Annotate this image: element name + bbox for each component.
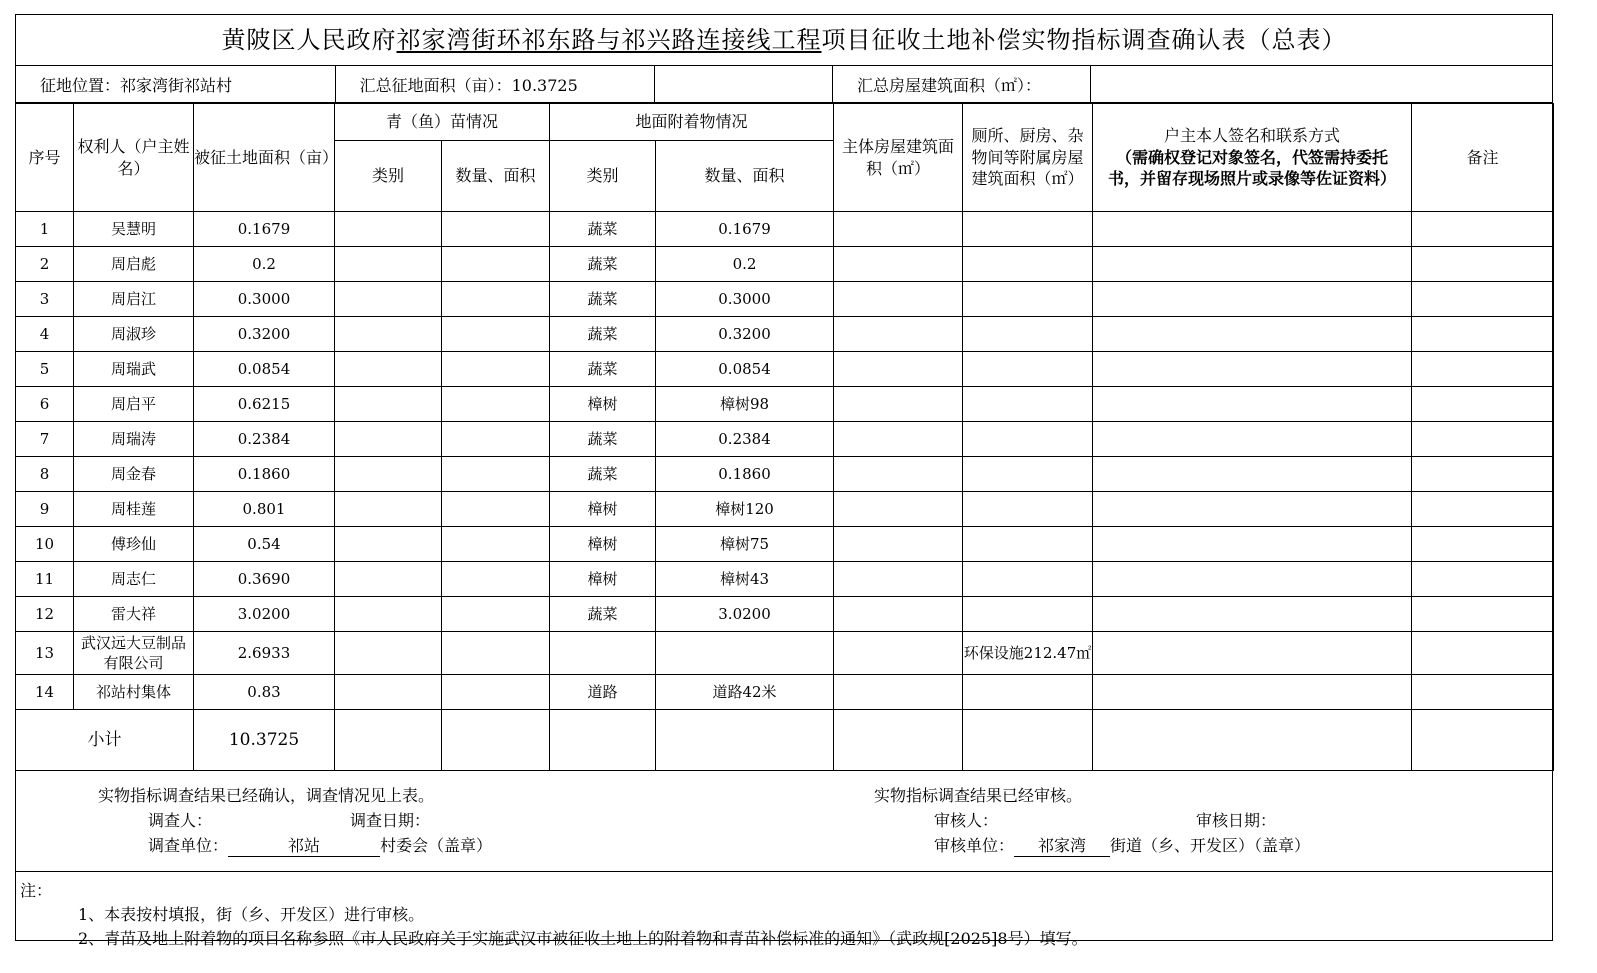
cell-crop-category (335, 632, 442, 675)
cell-crop-category (335, 675, 442, 710)
header-attach-category: 类别 (550, 141, 656, 212)
signature-note: （需确权登记对象签名，代签需持委托书，并留存现场照片或录像等佐证资料） (1108, 147, 1397, 189)
left-confirm-text: 实物指标调查结果已经确认，调查情况见上表。 (98, 786, 435, 805)
cell-main-building (834, 317, 963, 352)
village-name: 祁站 (228, 833, 380, 857)
form-title (16, 15, 1552, 66)
cell-signature (1093, 387, 1412, 422)
cell-aux-building (963, 282, 1093, 317)
cell-main-building (834, 562, 963, 597)
cell-seq: 4 (16, 317, 74, 352)
cell-attach-category: 樟树 (550, 562, 656, 597)
investigate-date-label: 调查日期： (350, 811, 431, 830)
cell-attach-qty: 0.2 (656, 247, 834, 282)
cell-aux-building (963, 597, 1093, 632)
review-unit-label: 审核单位： (934, 836, 1015, 855)
cell-remark (1412, 597, 1554, 632)
cell-remark (1412, 492, 1554, 527)
investigate-unit-label: 调查单位： (148, 836, 229, 855)
header-crop-category: 类别 (335, 141, 442, 212)
table-row (16, 352, 1554, 387)
cell-seq: 6 (16, 387, 74, 422)
cell-attach-qty: 樟树98 (656, 387, 834, 422)
cell-aux-building (963, 247, 1093, 282)
cell-main-building (834, 247, 963, 282)
subtotal-row (16, 710, 1554, 771)
header-attach-qty: 数量、面积 (656, 141, 834, 212)
cell-aux-building: 环保设施212.47㎡ (963, 632, 1093, 675)
cell-crop-qty (442, 212, 550, 247)
cell-owner: 祁站村集体 (74, 675, 194, 710)
cell-crop-qty (442, 422, 550, 457)
table-row (16, 675, 1554, 710)
cell-land-area: 0.3690 (194, 562, 335, 597)
cell-main-building (834, 282, 963, 317)
cell-remark (1412, 527, 1554, 562)
cell-aux-building (963, 562, 1093, 597)
total-area-cell (336, 66, 656, 102)
cell-signature (1093, 352, 1412, 387)
cell-main-building (834, 387, 963, 422)
table-row (16, 597, 1554, 632)
cell-crop-category (335, 527, 442, 562)
title-prefix: 黄陂区人民政府 (221, 26, 397, 54)
title-project-name: 祁家湾街环祁东路与祁兴路连接线工程 (396, 26, 822, 54)
cell-owner: 武汉远大豆制品有限公司 (74, 632, 194, 675)
cell-aux-building (963, 317, 1093, 352)
cell-crop-qty (442, 317, 550, 352)
cell-remark (1412, 632, 1554, 675)
cell-crop-category (335, 247, 442, 282)
cell-attach-qty: 樟树43 (656, 562, 834, 597)
cell-crop-category (335, 212, 442, 247)
cell-land-area: 0.2 (194, 247, 335, 282)
cell-aux-building (963, 457, 1093, 492)
cell-signature (1093, 457, 1412, 492)
cell-seq: 13 (16, 632, 74, 675)
table-row (16, 492, 1554, 527)
cell-attach-qty: 樟树120 (656, 492, 834, 527)
cell-crop-category (335, 562, 442, 597)
cell-attach-category: 樟树 (550, 527, 656, 562)
table-row (16, 527, 1554, 562)
cell-aux-building (963, 352, 1093, 387)
cell-attach-category: 樟树 (550, 492, 656, 527)
cell-remark (1412, 212, 1554, 247)
cell-aux-building (963, 675, 1093, 710)
note-line-1: 1、本表按村填报，街（乡、开发区）进行审核。 (78, 905, 425, 924)
cell-crop-category (335, 317, 442, 352)
cell-attach-qty: 3.0200 (656, 597, 834, 632)
cell-seq: 12 (16, 597, 74, 632)
cell-owner: 周启彪 (74, 247, 194, 282)
total-building-area-text: 汇总房屋建筑面积（㎡）： (856, 75, 1041, 95)
survey-table (15, 103, 1554, 771)
cell-signature (1093, 527, 1412, 562)
cell-signature (1093, 282, 1412, 317)
cell-attach-qty: 0.1679 (656, 212, 834, 247)
cell-signature (1093, 422, 1412, 457)
cell-main-building (834, 597, 963, 632)
cell-crop-category (335, 352, 442, 387)
cell-attach-category: 蔬菜 (550, 317, 656, 352)
cell-crop-qty (442, 457, 550, 492)
cell-remark (1412, 317, 1554, 352)
cell-land-area: 0.3000 (194, 282, 335, 317)
header-remark: 备注 (1412, 104, 1554, 212)
cell-land-area: 0.83 (194, 675, 335, 710)
cell-aux-building (963, 492, 1093, 527)
cell-owner: 周启江 (74, 282, 194, 317)
note-line-2: 2、青苗及地上附着物的项目名称参照《市人民政府关于实施武汉市被征收土地上的附着物和青苗补偿标准的通知》（武政规[2025]8号）填写。 (78, 929, 1088, 948)
cell-attach-qty: 樟树75 (656, 527, 834, 562)
review-date-label: 审核日期： (1196, 811, 1277, 830)
cell-attach-category: 蔬菜 (550, 212, 656, 247)
reviewer-label: 审核人： (934, 811, 999, 830)
village-suffix: 村委会（盖章） (380, 836, 493, 855)
cell-crop-qty (442, 387, 550, 422)
cell-signature (1093, 562, 1412, 597)
cell-seq: 10 (16, 527, 74, 562)
notes-label: 注： (20, 881, 53, 900)
table-row (16, 212, 1554, 247)
cell-attach-qty: 0.3200 (656, 317, 834, 352)
cell-land-area: 0.1860 (194, 457, 335, 492)
cell-land-area: 0.6215 (194, 387, 335, 422)
cell-main-building (834, 422, 963, 457)
cell-crop-qty (442, 492, 550, 527)
cell-crop-qty (442, 352, 550, 387)
cell-seq: 5 (16, 352, 74, 387)
cell-attach-qty: 0.0854 (656, 352, 834, 387)
cell-aux-building (963, 527, 1093, 562)
cell-signature (1093, 675, 1412, 710)
cell-signature (1093, 492, 1412, 527)
header-crops-group: 青（鱼）苗情况 (335, 104, 550, 141)
cell-land-area: 0.3200 (194, 317, 335, 352)
cell-aux-building (963, 422, 1093, 457)
cell-attach-qty: 0.1860 (656, 457, 834, 492)
table-row (16, 422, 1554, 457)
cell-seq: 9 (16, 492, 74, 527)
cell-crop-category (335, 457, 442, 492)
cell-owner: 周瑞武 (74, 352, 194, 387)
cell-seq: 7 (16, 422, 74, 457)
header-attachments-group: 地面附着物情况 (550, 104, 834, 141)
cell-attach-category: 樟树 (550, 387, 656, 422)
cell-attach-category: 蔬菜 (550, 457, 656, 492)
cell-remark (1412, 422, 1554, 457)
cell-land-area: 2.6933 (194, 632, 335, 675)
cell-attach-category: 蔬菜 (550, 352, 656, 387)
cell-attach-qty: 道路42米 (656, 675, 834, 710)
cell-seq: 8 (16, 457, 74, 492)
cell-owner: 周启平 (74, 387, 194, 422)
header-crop-qty: 数量、面积 (442, 141, 550, 212)
cell-land-area: 0.1679 (194, 212, 335, 247)
header-signature (1093, 104, 1412, 212)
cell-attach-category: 蔬菜 (550, 282, 656, 317)
cell-main-building (834, 457, 963, 492)
table-row (16, 457, 1554, 492)
cell-seq: 11 (16, 562, 74, 597)
table-body (16, 212, 1554, 710)
cell-land-area: 0.2384 (194, 422, 335, 457)
cell-main-building (834, 352, 963, 387)
cell-main-building (834, 632, 963, 675)
cell-seq: 14 (16, 675, 74, 710)
cell-owner: 周志仁 (74, 562, 194, 597)
table-row (16, 247, 1554, 282)
street-name: 祁家湾 (1014, 833, 1110, 857)
signature-title: 户主本人签名和联系方式 (1164, 126, 1341, 146)
cell-land-area: 3.0200 (194, 597, 335, 632)
table-row (16, 282, 1554, 317)
cell-crop-category (335, 492, 442, 527)
cell-main-building (834, 212, 963, 247)
cell-crop-qty (442, 527, 550, 562)
subtotal-label: 小计 (16, 710, 194, 771)
cell-aux-building (963, 212, 1093, 247)
cell-seq: 3 (16, 282, 74, 317)
location-cell (16, 66, 336, 102)
survey-form (15, 14, 1553, 948)
cell-crop-category (335, 597, 442, 632)
cell-attach-category: 蔬菜 (550, 422, 656, 457)
location-text: 征地位置：祁家湾街祁站村 (40, 75, 233, 95)
header-main-building: 主体房屋建筑面积（㎡） (834, 104, 963, 212)
cell-owner: 傅珍仙 (74, 527, 194, 562)
total-area-text: 汇总征地面积（亩）：10.3725 (359, 75, 578, 95)
investigate-unit (148, 833, 492, 857)
cell-crop-qty (442, 632, 550, 675)
cell-crop-category (335, 422, 442, 457)
cell-owner: 吴慧明 (74, 212, 194, 247)
subtotal-area: 10.3725 (194, 710, 335, 771)
cell-attach-qty: 0.2384 (656, 422, 834, 457)
table-row (16, 562, 1554, 597)
cell-signature (1093, 212, 1412, 247)
cell-crop-qty (442, 562, 550, 597)
cell-owner: 周淑珍 (74, 317, 194, 352)
investigator-label: 调查人： (148, 811, 213, 830)
cell-main-building (834, 492, 963, 527)
cell-seq: 1 (16, 212, 74, 247)
header-aux-building: 厕所、厨房、杂物间等附属房屋建筑面积（㎡） (963, 104, 1093, 212)
cell-owner: 周金春 (74, 457, 194, 492)
cell-remark (1412, 387, 1554, 422)
cell-remark (1412, 675, 1554, 710)
cell-attach-qty: 0.3000 (656, 282, 834, 317)
cell-signature (1093, 247, 1412, 282)
signoff-section (16, 771, 1552, 872)
cell-attach-qty (656, 632, 834, 675)
cell-crop-category (335, 387, 442, 422)
cell-seq: 2 (16, 247, 74, 282)
cell-main-building (834, 675, 963, 710)
cell-crop-category (335, 282, 442, 317)
cell-signature (1093, 632, 1412, 675)
cell-remark (1412, 282, 1554, 317)
table-row (16, 387, 1554, 422)
cell-main-building (834, 527, 963, 562)
title-suffix: 项目征收土地补偿实物指标调查确认表（总表） (821, 26, 1347, 54)
cell-land-area: 0.0854 (194, 352, 335, 387)
cell-owner: 周桂莲 (74, 492, 194, 527)
cell-attach-category (550, 632, 656, 675)
blank-cell (655, 66, 833, 102)
summary-info-row (16, 66, 1552, 103)
cell-attach-category: 蔬菜 (550, 247, 656, 282)
cell-crop-qty (442, 675, 550, 710)
cell-remark (1412, 457, 1554, 492)
cell-signature (1093, 317, 1412, 352)
cell-attach-category: 蔬菜 (550, 597, 656, 632)
cell-crop-qty (442, 247, 550, 282)
table-row (16, 632, 1554, 675)
review-unit (934, 833, 1310, 857)
cell-attach-category: 道路 (550, 675, 656, 710)
cell-crop-qty (442, 597, 550, 632)
cell-signature (1093, 597, 1412, 632)
total-building-area-cell (833, 66, 1091, 102)
cell-aux-building (963, 387, 1093, 422)
cell-owner: 雷大祥 (74, 597, 194, 632)
blank-cell (1091, 66, 1552, 102)
cell-land-area: 0.801 (194, 492, 335, 527)
cell-land-area: 0.54 (194, 527, 335, 562)
header-owner: 权利人（户主姓名） (74, 104, 194, 212)
cell-owner: 周瑞涛 (74, 422, 194, 457)
cell-remark (1412, 352, 1554, 387)
cell-crop-qty (442, 282, 550, 317)
header-seq: 序号 (16, 104, 74, 212)
notes-section (16, 872, 1552, 952)
table-row (16, 317, 1554, 352)
cell-remark (1412, 247, 1554, 282)
right-confirm-text: 实物指标调查结果已经审核。 (874, 786, 1083, 805)
cell-remark (1412, 562, 1554, 597)
street-suffix: 街道（乡、开发区）（盖章） (1110, 836, 1311, 855)
header-land-area: 被征土地面积（亩） (194, 104, 335, 212)
